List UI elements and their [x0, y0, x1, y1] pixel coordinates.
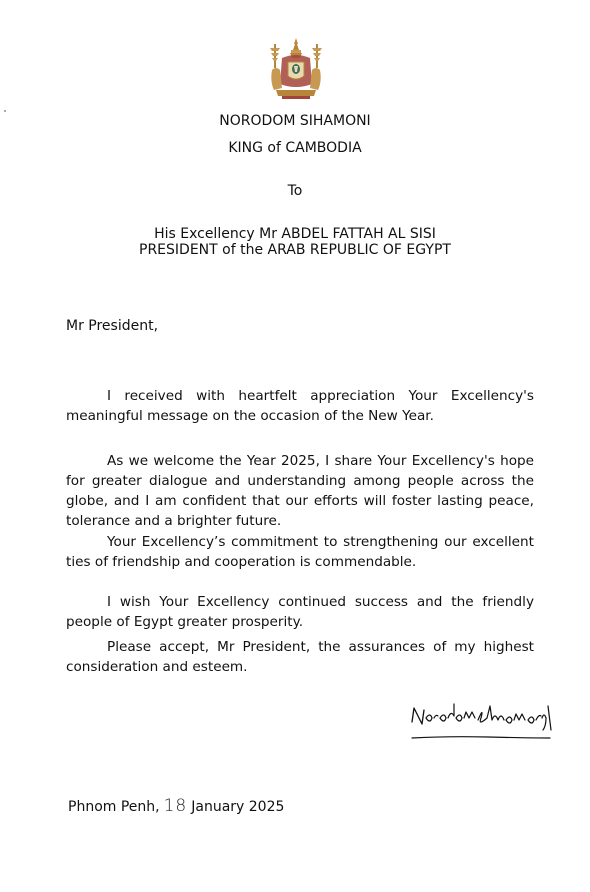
to-label: To	[287, 183, 303, 199]
date-day-handwritten: 18	[163, 796, 188, 816]
body-paragraph: Please accept, Mr President, the assurances of my highest consideration and esteem.	[66, 639, 534, 675]
handwritten-signature	[408, 700, 554, 744]
recipient-title: PRESIDENT of the ARAB REPUBLIC OF EGYPT	[139, 242, 451, 258]
royal-crest-icon	[264, 38, 328, 100]
salutation: Mr President,	[66, 318, 159, 334]
body-paragraph: I received with heartfelt appreciation Your Excellency's meaningful message on the occasion of the New Year.	[66, 388, 534, 424]
date-month-year: January 2025	[191, 799, 285, 815]
body-paragraph: I wish Your Excellency continued success and the friendly people of Egypt greater prosperity.	[66, 594, 534, 630]
sender-name: NORODOM SIHAMONI	[219, 113, 371, 129]
body-paragraph: Your Excellency’s commitment to strengthening our excellent ties of friendship and cooperation is commendable.	[66, 534, 534, 570]
recipient-name: His Excellency Mr ABDEL FATTAH AL SISI	[154, 226, 436, 242]
scan-speck	[4, 110, 6, 112]
date-line	[68, 796, 284, 816]
sender-title: KING of CAMBODIA	[228, 140, 362, 156]
body-paragraph: As we welcome the Year 2025, I share Your Excellency's hope for greater dialogue and understanding among people across the globe, and I am confident that our efforts will foster lasting peace, tolerance and a brighter future.	[66, 453, 534, 529]
date-place: Phnom Penh,	[68, 799, 160, 815]
